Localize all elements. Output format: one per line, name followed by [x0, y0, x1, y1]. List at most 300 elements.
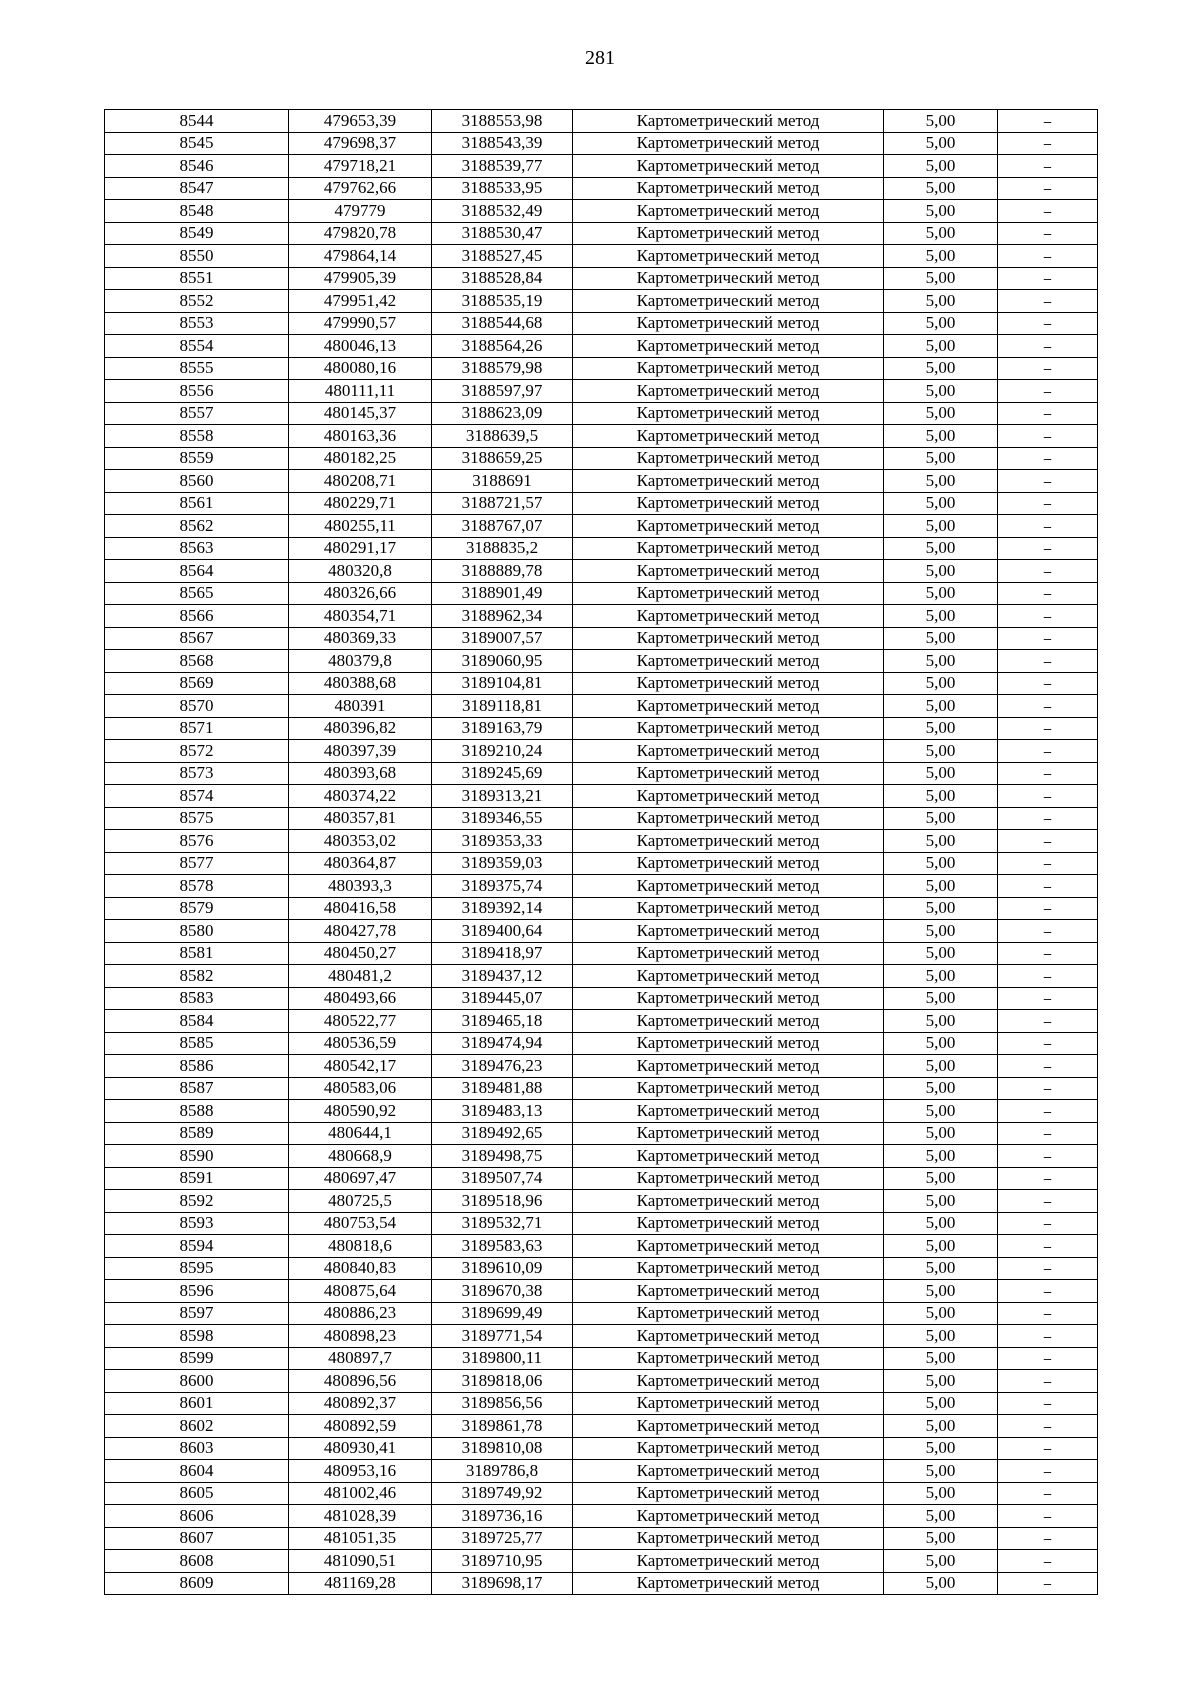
- note-dash: –: [1043, 290, 1052, 311]
- x-coordinate-cell: 480522,77: [289, 1010, 432, 1033]
- y-coordinate-cell: 3188528,84: [432, 267, 573, 290]
- method-cell: Картометрический метод: [573, 335, 884, 358]
- point-number-cell: 8554: [105, 335, 289, 358]
- x-coordinate-cell: 480536,59: [289, 1032, 432, 1055]
- point-number-cell: 8585: [105, 1032, 289, 1055]
- table-row: [105, 920, 1098, 943]
- accuracy-cell: 5,00: [884, 380, 998, 403]
- accuracy-cell: 5,00: [884, 672, 998, 695]
- x-coordinate-cell: 480668,9: [289, 1145, 432, 1168]
- x-coordinate-cell: 480379,8: [289, 650, 432, 673]
- y-coordinate-cell: 3189465,18: [432, 1010, 573, 1033]
- accuracy-cell: 5,00: [884, 447, 998, 470]
- accuracy-cell: 5,00: [884, 200, 998, 223]
- point-number-cell: 8566: [105, 605, 289, 628]
- point-number-cell: 8597: [105, 1302, 289, 1325]
- accuracy-cell: 5,00: [884, 155, 998, 178]
- note-dash: –: [1043, 1528, 1052, 1549]
- note-cell: [998, 582, 1098, 605]
- method-cell: Картометрический метод: [573, 582, 884, 605]
- accuracy-cell: 5,00: [884, 852, 998, 875]
- note-dash: –: [1043, 718, 1052, 739]
- method-cell: Картометрический метод: [573, 1077, 884, 1100]
- note-dash: –: [1043, 763, 1052, 784]
- method-cell: Картометрический метод: [573, 672, 884, 695]
- x-coordinate-cell: 480046,13: [289, 335, 432, 358]
- accuracy-cell: 5,00: [884, 1482, 998, 1505]
- note-dash: –: [1043, 808, 1052, 829]
- note-cell: [998, 1437, 1098, 1460]
- coordinates-table-body: [105, 110, 1098, 1595]
- point-number-cell: 8563: [105, 537, 289, 560]
- table-row: [105, 852, 1098, 875]
- note-cell: [998, 155, 1098, 178]
- table-row: [105, 1415, 1098, 1438]
- x-coordinate-cell: 480725,5: [289, 1190, 432, 1213]
- x-coordinate-cell: 480320,8: [289, 560, 432, 583]
- point-number-cell: 8592: [105, 1190, 289, 1213]
- point-number-cell: 8556: [105, 380, 289, 403]
- note-dash: –: [1043, 403, 1052, 424]
- y-coordinate-cell: 3189353,33: [432, 830, 573, 853]
- note-cell: [998, 1100, 1098, 1123]
- method-cell: Картометрический метод: [573, 740, 884, 763]
- point-number-cell: 8598: [105, 1325, 289, 1348]
- accuracy-cell: 5,00: [884, 807, 998, 830]
- method-cell: Картометрический метод: [573, 1437, 884, 1460]
- note-dash: –: [1043, 1145, 1052, 1166]
- point-number-cell: 8561: [105, 492, 289, 515]
- y-coordinate-cell: 3189670,38: [432, 1280, 573, 1303]
- note-cell: [998, 1257, 1098, 1280]
- table-row: [105, 177, 1098, 200]
- table-row: [105, 1460, 1098, 1483]
- accuracy-cell: 5,00: [884, 1572, 998, 1595]
- note-cell: [998, 290, 1098, 313]
- note-dash: –: [1043, 1505, 1052, 1526]
- table-row: [105, 1505, 1098, 1528]
- note-cell: [998, 177, 1098, 200]
- note-dash: –: [1043, 470, 1052, 491]
- table-row: [105, 470, 1098, 493]
- x-coordinate-cell: 480393,68: [289, 762, 432, 785]
- note-cell: [998, 920, 1098, 943]
- y-coordinate-cell: 3189474,94: [432, 1032, 573, 1055]
- table-row: [105, 1235, 1098, 1258]
- method-cell: Картометрический метод: [573, 650, 884, 673]
- point-number-cell: 8584: [105, 1010, 289, 1033]
- method-cell: Картометрический метод: [573, 1527, 884, 1550]
- note-cell: [998, 830, 1098, 853]
- method-cell: Картометрический метод: [573, 447, 884, 470]
- method-cell: Картометрический метод: [573, 942, 884, 965]
- note-cell: [998, 357, 1098, 380]
- note-dash: –: [1043, 740, 1052, 761]
- x-coordinate-cell: 480818,6: [289, 1235, 432, 1258]
- method-cell: Картометрический метод: [573, 155, 884, 178]
- note-cell: [998, 1415, 1098, 1438]
- table-row: [105, 740, 1098, 763]
- note-cell: [998, 1010, 1098, 1033]
- table-row: [105, 200, 1098, 223]
- x-coordinate-cell: 480353,02: [289, 830, 432, 853]
- table-row: [105, 1572, 1098, 1595]
- note-dash: –: [1043, 178, 1052, 199]
- x-coordinate-cell: 480080,16: [289, 357, 432, 380]
- table-row: [105, 312, 1098, 335]
- method-cell: Картометрический метод: [573, 1280, 884, 1303]
- method-cell: Картометрический метод: [573, 830, 884, 853]
- point-number-cell: 8546: [105, 155, 289, 178]
- method-cell: Картометрический метод: [573, 402, 884, 425]
- x-coordinate-cell: 480369,33: [289, 627, 432, 650]
- note-dash: –: [1043, 1213, 1052, 1234]
- accuracy-cell: 5,00: [884, 537, 998, 560]
- y-coordinate-cell: 3188901,49: [432, 582, 573, 605]
- accuracy-cell: 5,00: [884, 1347, 998, 1370]
- table-row: [105, 807, 1098, 830]
- x-coordinate-cell: 480229,71: [289, 492, 432, 515]
- point-number-cell: 8558: [105, 425, 289, 448]
- x-coordinate-cell: 480886,23: [289, 1302, 432, 1325]
- method-cell: Картометрический метод: [573, 965, 884, 988]
- method-cell: Картометрический метод: [573, 1055, 884, 1078]
- x-coordinate-cell: 480397,39: [289, 740, 432, 763]
- point-number-cell: 8608: [105, 1550, 289, 1573]
- accuracy-cell: 5,00: [884, 425, 998, 448]
- point-number-cell: 8573: [105, 762, 289, 785]
- note-dash: –: [1043, 1573, 1052, 1594]
- note-cell: [998, 1077, 1098, 1100]
- note-cell: [998, 425, 1098, 448]
- table-row: [105, 560, 1098, 583]
- note-dash: –: [1043, 1348, 1052, 1369]
- table-row: [105, 537, 1098, 560]
- y-coordinate-cell: 3188597,97: [432, 380, 573, 403]
- method-cell: Картометрический метод: [573, 380, 884, 403]
- accuracy-cell: 5,00: [884, 1145, 998, 1168]
- note-dash: –: [1043, 155, 1052, 176]
- note-dash: –: [1043, 1483, 1052, 1504]
- note-dash: –: [1043, 1100, 1052, 1121]
- point-number-cell: 8599: [105, 1347, 289, 1370]
- note-cell: [998, 1280, 1098, 1303]
- y-coordinate-cell: 3189060,95: [432, 650, 573, 673]
- note-dash: –: [1043, 830, 1052, 851]
- method-cell: Картометрический метод: [573, 1032, 884, 1055]
- table-row: [105, 1190, 1098, 1213]
- y-coordinate-cell: 3189445,07: [432, 987, 573, 1010]
- table-row: [105, 695, 1098, 718]
- accuracy-cell: 5,00: [884, 1212, 998, 1235]
- note-cell: [998, 245, 1098, 268]
- method-cell: Картометрический метод: [573, 897, 884, 920]
- table-row: [105, 897, 1098, 920]
- x-coordinate-cell: 480291,17: [289, 537, 432, 560]
- note-dash: –: [1043, 1033, 1052, 1054]
- table-row: [105, 1122, 1098, 1145]
- y-coordinate-cell: 3189518,96: [432, 1190, 573, 1213]
- point-number-cell: 8574: [105, 785, 289, 808]
- method-cell: Картометрический метод: [573, 1572, 884, 1595]
- note-dash: –: [1043, 1550, 1052, 1571]
- x-coordinate-cell: 481169,28: [289, 1572, 432, 1595]
- method-cell: Картометрический метод: [573, 852, 884, 875]
- method-cell: Картометрический метод: [573, 627, 884, 650]
- note-cell: [998, 110, 1098, 133]
- page-number: 281: [585, 47, 615, 69]
- x-coordinate-cell: 480493,66: [289, 987, 432, 1010]
- y-coordinate-cell: 3188530,47: [432, 222, 573, 245]
- note-cell: [998, 1392, 1098, 1415]
- y-coordinate-cell: 3188544,68: [432, 312, 573, 335]
- y-coordinate-cell: 3188659,25: [432, 447, 573, 470]
- point-number-cell: 8570: [105, 695, 289, 718]
- accuracy-cell: 5,00: [884, 1437, 998, 1460]
- y-coordinate-cell: 3189118,81: [432, 695, 573, 718]
- table-row: [105, 1100, 1098, 1123]
- method-cell: Картометрический метод: [573, 177, 884, 200]
- accuracy-cell: 5,00: [884, 357, 998, 380]
- accuracy-cell: 5,00: [884, 515, 998, 538]
- table-row: [105, 582, 1098, 605]
- table-row: [105, 132, 1098, 155]
- accuracy-cell: 5,00: [884, 1122, 998, 1145]
- y-coordinate-cell: 3188767,07: [432, 515, 573, 538]
- table-row: [105, 402, 1098, 425]
- y-coordinate-cell: 3189313,21: [432, 785, 573, 808]
- accuracy-cell: 5,00: [884, 267, 998, 290]
- point-number-cell: 8588: [105, 1100, 289, 1123]
- note-cell: [998, 605, 1098, 628]
- y-coordinate-cell: 3188623,09: [432, 402, 573, 425]
- y-coordinate-cell: 3188691: [432, 470, 573, 493]
- point-number-cell: 8603: [105, 1437, 289, 1460]
- x-coordinate-cell: 480416,58: [289, 897, 432, 920]
- x-coordinate-cell: 480145,37: [289, 402, 432, 425]
- note-cell: [998, 402, 1098, 425]
- accuracy-cell: 5,00: [884, 177, 998, 200]
- accuracy-cell: 5,00: [884, 1235, 998, 1258]
- y-coordinate-cell: 3189437,12: [432, 965, 573, 988]
- note-cell: [998, 537, 1098, 560]
- note-cell: [998, 1325, 1098, 1348]
- method-cell: Картометрический метод: [573, 1122, 884, 1145]
- accuracy-cell: 5,00: [884, 290, 998, 313]
- x-coordinate-cell: 479951,42: [289, 290, 432, 313]
- accuracy-cell: 5,00: [884, 402, 998, 425]
- note-dash: –: [1043, 1235, 1052, 1256]
- point-number-cell: 8560: [105, 470, 289, 493]
- point-number-cell: 8596: [105, 1280, 289, 1303]
- method-cell: Картометрический метод: [573, 1392, 884, 1415]
- x-coordinate-cell: 480897,7: [289, 1347, 432, 1370]
- note-dash: –: [1043, 1123, 1052, 1144]
- point-number-cell: 8550: [105, 245, 289, 268]
- method-cell: Картометрический метод: [573, 1325, 884, 1348]
- note-cell: [998, 1032, 1098, 1055]
- accuracy-cell: 5,00: [884, 762, 998, 785]
- table-row: [105, 245, 1098, 268]
- note-cell: [998, 1302, 1098, 1325]
- accuracy-cell: 5,00: [884, 875, 998, 898]
- x-coordinate-cell: 480583,06: [289, 1077, 432, 1100]
- y-coordinate-cell: 3189492,65: [432, 1122, 573, 1145]
- table-row: [105, 1257, 1098, 1280]
- y-coordinate-cell: 3188543,39: [432, 132, 573, 155]
- note-dash: –: [1043, 695, 1052, 716]
- table-row: [105, 1032, 1098, 1055]
- note-cell: [998, 1235, 1098, 1258]
- y-coordinate-cell: 3189532,71: [432, 1212, 573, 1235]
- method-cell: Картометрический метод: [573, 695, 884, 718]
- table-row: [105, 447, 1098, 470]
- method-cell: Картометрический метод: [573, 200, 884, 223]
- point-number-cell: 8593: [105, 1212, 289, 1235]
- note-cell: [998, 695, 1098, 718]
- y-coordinate-cell: 3188564,26: [432, 335, 573, 358]
- table-row: [105, 380, 1098, 403]
- note-cell: [998, 1212, 1098, 1235]
- table-row: [105, 1280, 1098, 1303]
- accuracy-cell: 5,00: [884, 1370, 998, 1393]
- accuracy-cell: 5,00: [884, 1302, 998, 1325]
- y-coordinate-cell: 3188539,77: [432, 155, 573, 178]
- method-cell: Картометрический метод: [573, 785, 884, 808]
- accuracy-cell: 5,00: [884, 1415, 998, 1438]
- x-coordinate-cell: 480644,1: [289, 1122, 432, 1145]
- point-number-cell: 8595: [105, 1257, 289, 1280]
- point-number-cell: 8609: [105, 1572, 289, 1595]
- accuracy-cell: 5,00: [884, 920, 998, 943]
- method-cell: Картометрический метод: [573, 1550, 884, 1573]
- y-coordinate-cell: 3189163,79: [432, 717, 573, 740]
- note-dash: –: [1043, 1460, 1052, 1481]
- note-dash: –: [1043, 898, 1052, 919]
- table-row: [105, 515, 1098, 538]
- point-number-cell: 8552: [105, 290, 289, 313]
- x-coordinate-cell: 480354,71: [289, 605, 432, 628]
- point-number-cell: 8587: [105, 1077, 289, 1100]
- table-row: [105, 492, 1098, 515]
- y-coordinate-cell: 3188535,19: [432, 290, 573, 313]
- table-row: [105, 875, 1098, 898]
- y-coordinate-cell: 3189786,8: [432, 1460, 573, 1483]
- x-coordinate-cell: 480542,17: [289, 1055, 432, 1078]
- y-coordinate-cell: 3188639,5: [432, 425, 573, 448]
- note-dash: –: [1043, 1438, 1052, 1459]
- x-coordinate-cell: 480374,22: [289, 785, 432, 808]
- point-number-cell: 8579: [105, 897, 289, 920]
- point-number-cell: 8568: [105, 650, 289, 673]
- method-cell: Картометрический метод: [573, 1167, 884, 1190]
- y-coordinate-cell: 3189346,55: [432, 807, 573, 830]
- table-row: [105, 717, 1098, 740]
- note-dash: –: [1043, 965, 1052, 986]
- accuracy-cell: 5,00: [884, 1325, 998, 1348]
- note-dash: –: [1043, 1078, 1052, 1099]
- accuracy-cell: 5,00: [884, 717, 998, 740]
- table-row: [105, 1167, 1098, 1190]
- y-coordinate-cell: 3188962,34: [432, 605, 573, 628]
- point-number-cell: 8605: [105, 1482, 289, 1505]
- accuracy-cell: 5,00: [884, 492, 998, 515]
- table-row: [105, 1437, 1098, 1460]
- note-cell: [998, 447, 1098, 470]
- accuracy-cell: 5,00: [884, 245, 998, 268]
- note-dash: –: [1043, 493, 1052, 514]
- method-cell: Картометрический метод: [573, 1415, 884, 1438]
- accuracy-cell: 5,00: [884, 830, 998, 853]
- point-number-cell: 8571: [105, 717, 289, 740]
- table-row: [105, 1550, 1098, 1573]
- accuracy-cell: 5,00: [884, 942, 998, 965]
- note-dash: –: [1043, 223, 1052, 244]
- table-row: [105, 1370, 1098, 1393]
- point-number-cell: 8594: [105, 1235, 289, 1258]
- note-cell: [998, 1145, 1098, 1168]
- method-cell: Картометрический метод: [573, 515, 884, 538]
- note-cell: [998, 1055, 1098, 1078]
- x-coordinate-cell: 479698,37: [289, 132, 432, 155]
- table-row: [105, 1212, 1098, 1235]
- method-cell: Картометрический метод: [573, 492, 884, 515]
- y-coordinate-cell: 3189392,14: [432, 897, 573, 920]
- point-number-cell: 8565: [105, 582, 289, 605]
- point-number-cell: 8547: [105, 177, 289, 200]
- x-coordinate-cell: 480163,36: [289, 425, 432, 448]
- x-coordinate-cell: 480388,68: [289, 672, 432, 695]
- y-coordinate-cell: 3189699,49: [432, 1302, 573, 1325]
- method-cell: Картометрический метод: [573, 1145, 884, 1168]
- note-dash: –: [1043, 605, 1052, 626]
- note-cell: [998, 1505, 1098, 1528]
- method-cell: Картометрический метод: [573, 537, 884, 560]
- table-row: [105, 987, 1098, 1010]
- x-coordinate-cell: 481090,51: [289, 1550, 432, 1573]
- y-coordinate-cell: 3188527,45: [432, 245, 573, 268]
- y-coordinate-cell: 3189736,16: [432, 1505, 573, 1528]
- method-cell: Картометрический метод: [573, 717, 884, 740]
- point-number-cell: 8576: [105, 830, 289, 853]
- note-cell: [998, 560, 1098, 583]
- x-coordinate-cell: 480396,82: [289, 717, 432, 740]
- method-cell: Картометрический метод: [573, 290, 884, 313]
- table-row: [105, 605, 1098, 628]
- note-dash: –: [1043, 673, 1052, 694]
- method-cell: Картометрический метод: [573, 245, 884, 268]
- method-cell: Картометрический метод: [573, 1302, 884, 1325]
- method-cell: Картометрический метод: [573, 605, 884, 628]
- point-number-cell: 8567: [105, 627, 289, 650]
- note-dash: –: [1043, 1010, 1052, 1031]
- x-coordinate-cell: 480427,78: [289, 920, 432, 943]
- note-dash: –: [1043, 133, 1052, 154]
- accuracy-cell: 5,00: [884, 1460, 998, 1483]
- x-coordinate-cell: 480208,71: [289, 470, 432, 493]
- table-row: [105, 335, 1098, 358]
- note-cell: [998, 807, 1098, 830]
- note-cell: [998, 672, 1098, 695]
- note-dash: –: [1043, 358, 1052, 379]
- table-row: [105, 267, 1098, 290]
- note-dash: –: [1043, 425, 1052, 446]
- note-cell: [998, 1347, 1098, 1370]
- table-row: [105, 1010, 1098, 1033]
- note-dash: –: [1043, 1280, 1052, 1301]
- note-cell: [998, 132, 1098, 155]
- note-dash: –: [1043, 1415, 1052, 1436]
